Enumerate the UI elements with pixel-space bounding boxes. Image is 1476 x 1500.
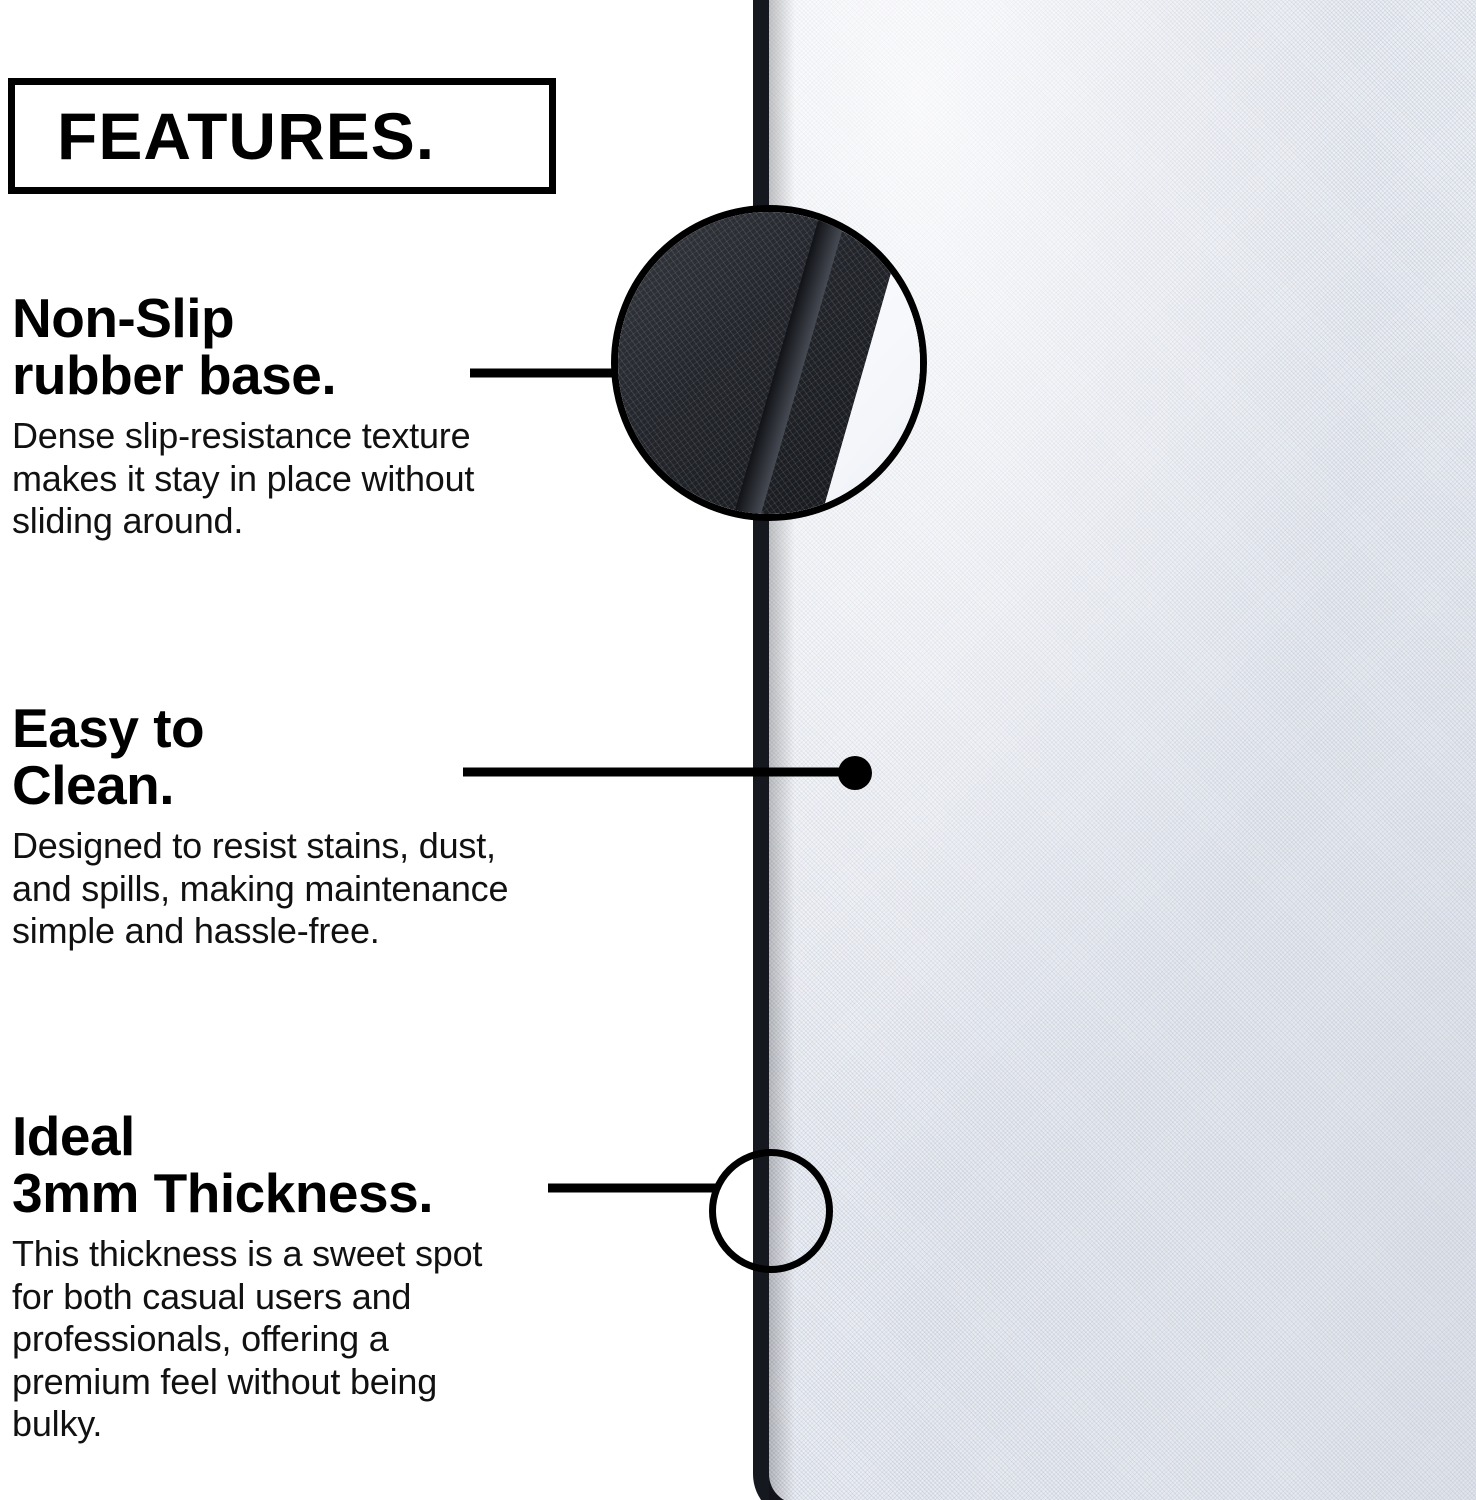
leader-dot: [838, 756, 872, 790]
feature-heading-line-2: 3mm Thickness.: [12, 1161, 433, 1224]
feature-non-slip-rubber-base: [12, 287, 512, 543]
feature-heading: [12, 697, 512, 816]
rubber-base-magnifier: [611, 205, 927, 521]
feature-heading-line-1: Easy to: [12, 697, 205, 759]
magnifier-contents: [618, 212, 920, 514]
feature-heading-line-2: Clean.: [12, 753, 175, 816]
feature-description: Dense slip-resistance texture makes it stay in place without sliding around.: [12, 415, 475, 542]
feature-heading: [12, 1105, 512, 1224]
features-title-box: [8, 78, 556, 194]
feature-heading-line-1: Ideal: [12, 1105, 135, 1167]
feature-heading-line-2: rubber base.: [12, 343, 337, 406]
feature-heading: [12, 287, 512, 406]
feature-heading-line-1: Non-Slip: [12, 287, 235, 349]
feature-description: This thickness is a sweet spot for both casual users and professionals, offering a premium feel without being bulky.: [12, 1233, 483, 1445]
feature-easy-to-clean: [12, 697, 512, 953]
page-title: FEATURES.: [57, 99, 436, 173]
thickness-highlight-circle: [709, 1149, 833, 1273]
feature-description: Designed to resist stains, dust, and spills, making maintenance simple and hassle-free.: [12, 825, 509, 952]
feature-ideal-3mm-thickness: [12, 1105, 512, 1446]
